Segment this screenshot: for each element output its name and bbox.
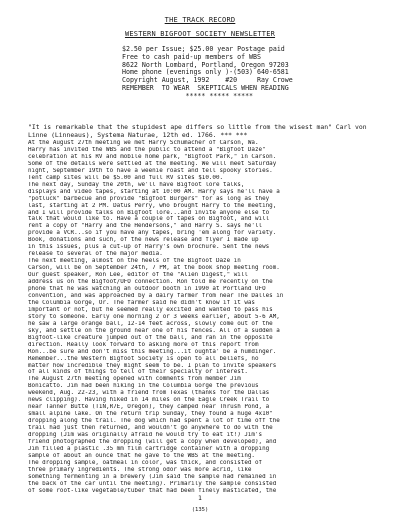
article-line: friend photographed the dropping (will get a copy when developed), and (28, 438, 277, 445)
subscription-line: Copyright August, 1992 #20 Ray Crowe (122, 76, 293, 85)
subscription-info (122, 46, 293, 101)
linnaeus-quote (28, 124, 378, 139)
article-line: sky, and settle on the ground near one of his fences. All of a sudden a (28, 327, 280, 334)
quote-stars: *** *** (220, 130, 248, 139)
article-line: At the August 27th meeting we met Harry Schumacher of Carson, Wa. (28, 140, 259, 146)
article-line: Carson, will be on September 24th, 7 PM, at the book shop meeting room. (28, 265, 280, 272)
article-line: rent a copy of "Harry and the Hendersons," and Harry S. says he'll (28, 223, 263, 230)
article-line: Remember...the Western Bigfoot Society is open to all beliefs, no (28, 355, 259, 362)
article-line: Some of the details were settled at the meeting. We will meet Saturday (28, 160, 277, 167)
archive-page-number: (135) (191, 507, 209, 513)
article-line: Harry has invited the WBS and the public to attend a "Bigfoot Daze" (28, 146, 266, 153)
subscription-line: 8622 North Lombard, Portland, Oregon 97203 (122, 60, 289, 69)
article-line: The dropping sample, oatmeal in color, was thick, and consisted of (28, 459, 263, 466)
article-line: The August 27th meeting opened with comments from member Jim (28, 376, 241, 383)
article-line: story to someone. Early one morning 2 or 3 weeks earlier, about 5-6 AM, (28, 313, 280, 320)
article-line: dropping along the trail. The dog which had spent a lot of time off the (28, 418, 280, 425)
newsletter-subtitle: WESTERN BIGFOOT SOCIETY NEWSLETTER (124, 30, 276, 38)
subscription-line: Free to cash paid-up members of WBS (122, 52, 261, 61)
article-line: three primary ingredients. The strong odor was more acrid, like (28, 466, 252, 473)
article-line: trail had just then returned, and wouldn't go anywhere to do with the (28, 425, 273, 432)
article-line: Book, donations and such, of the news release and flyer I made up (28, 237, 259, 244)
article-line: something fermenting in a brewery (Jim said the sample had remained in (28, 473, 277, 480)
article-line: and I will provide talks on Bigfoot lore...and invite anyone else to (28, 209, 270, 216)
subscription-line: REMEMBER TO WEAR SKEPTICALS WHEN READING (122, 83, 289, 92)
article-line: near Tanner Butte (T1N,R7E, Oregon), they camped near Thrush Pond, a (28, 404, 270, 411)
article-line: "potluck" barbecue and provide "Bigfoot Burgers" for as long as they (28, 195, 270, 202)
page-number: 1 (198, 494, 202, 502)
article-line: direction. Really look forward to asking more of this report from (28, 341, 259, 348)
article-line: release to several of the major media. (28, 251, 163, 258)
article-line: important or not, but he seemed really excited and wanted to pass his (28, 306, 273, 313)
article-line: Tent camp sites will be $5.00 and full RV sites $10.00. (28, 174, 224, 181)
article-line: the back of the car until the meeting). Primarily the sample consisted (28, 480, 277, 487)
article-line: talk that would like to. Have a couple of tapes on Bigfoot, and will (28, 216, 270, 223)
article-line: news clipping). Having hiked in 14 miles on the Eagle Creek Trail to (28, 397, 270, 404)
article-line: night, September 19th to have a weenie roast and tell spooky stories. (28, 167, 273, 174)
article-line: phone that he was watching an outdoor booth in 1990 at Portland UFO (28, 286, 266, 293)
article-line: of all kinds of things to tell of their specialty or interest. (28, 369, 248, 376)
article-line: Ron...be sure and don't miss this meeting...it oughta' be a humdinger. (28, 348, 277, 355)
subscription-line: $2.50 per Issue; $25.00 year Postage paid (122, 45, 285, 53)
article-body (28, 140, 378, 495)
article-line: The next day, Sunday the 20th, we'll have Bigfoot lore talks, (28, 181, 245, 188)
article-line: small alpine lake. On the return trip Sunday, they found a huge 4x10" (28, 411, 273, 418)
article-line: address us on the Bigfoot/UFO connection. Ron told me recently on the (28, 279, 273, 286)
article-line: celebration at his RV and mobile home park, "Bigfoot Park," in Carson. (28, 153, 277, 160)
article-line: Bigfoot-like creature jumped out of the ball, and ran in the opposite (28, 334, 273, 341)
article-line: Jim filled a plastic .35 mm film cartridge container with a dropping (28, 445, 270, 452)
article-line: sample of about an ounce that he gave to the WBS at the meeting. (28, 452, 255, 459)
article-line: Our guest speaker, Ron Lee, editor of the "Alien Digest," will (28, 272, 248, 279)
quote-text: "It is remarkable that the stupidest ape differs so little from the wisest man" Carl von Linne (Linneaus), Systema Naturae, 12th ed. 1766. (28, 123, 367, 139)
article-line: displays and video tapes, starting at 10:00 AM. Harry says he'll have a (28, 188, 280, 195)
article-line: dropping (Jim was originally afraid he would try to eat it!) Jim's (28, 432, 263, 439)
article-line: matter how incredible they might seem to be. I plan to invite speakers (28, 362, 277, 369)
article-line: of some root-like vegetable/tuber that had been finely masticated, the (28, 487, 277, 494)
article-line: Bonicatto. Jim had been hiking in the Columbia Gorge the previous (28, 383, 259, 390)
newsletter-title: THE TRACK RECORD (164, 16, 236, 24)
article-line: last, starting at 2 PM. Datus Perry, who brought Harry to the meeting, (28, 202, 277, 209)
article-line: weekend, Aug. 22-23, with a friend from Texas (thanks for the Dallas (28, 390, 270, 397)
article-line: he saw a large orange ball, 12-14 feet across, slowly come out of the (28, 320, 273, 327)
article-line: the Columbia Gorge, Or. The farmer said he didn't know if it was (28, 299, 255, 306)
article-line: convention, and was approached by a dairy farmer from near The Dalles in (28, 292, 284, 299)
article-line: The next meeting, almost on the heels of the Bigfoot Daze in (28, 258, 241, 265)
article-line: provide a VCR...so if you have any tapes, bring 'em along for variety. (28, 230, 277, 237)
subscription-line: Home phone (evenings only )-(503) 640-6581 (122, 68, 289, 77)
article-line: in this issues, plus a cut-up of Harry's own brochure. Sent the news (28, 244, 270, 251)
subscription-line: ***** ***** ***** (122, 91, 254, 100)
